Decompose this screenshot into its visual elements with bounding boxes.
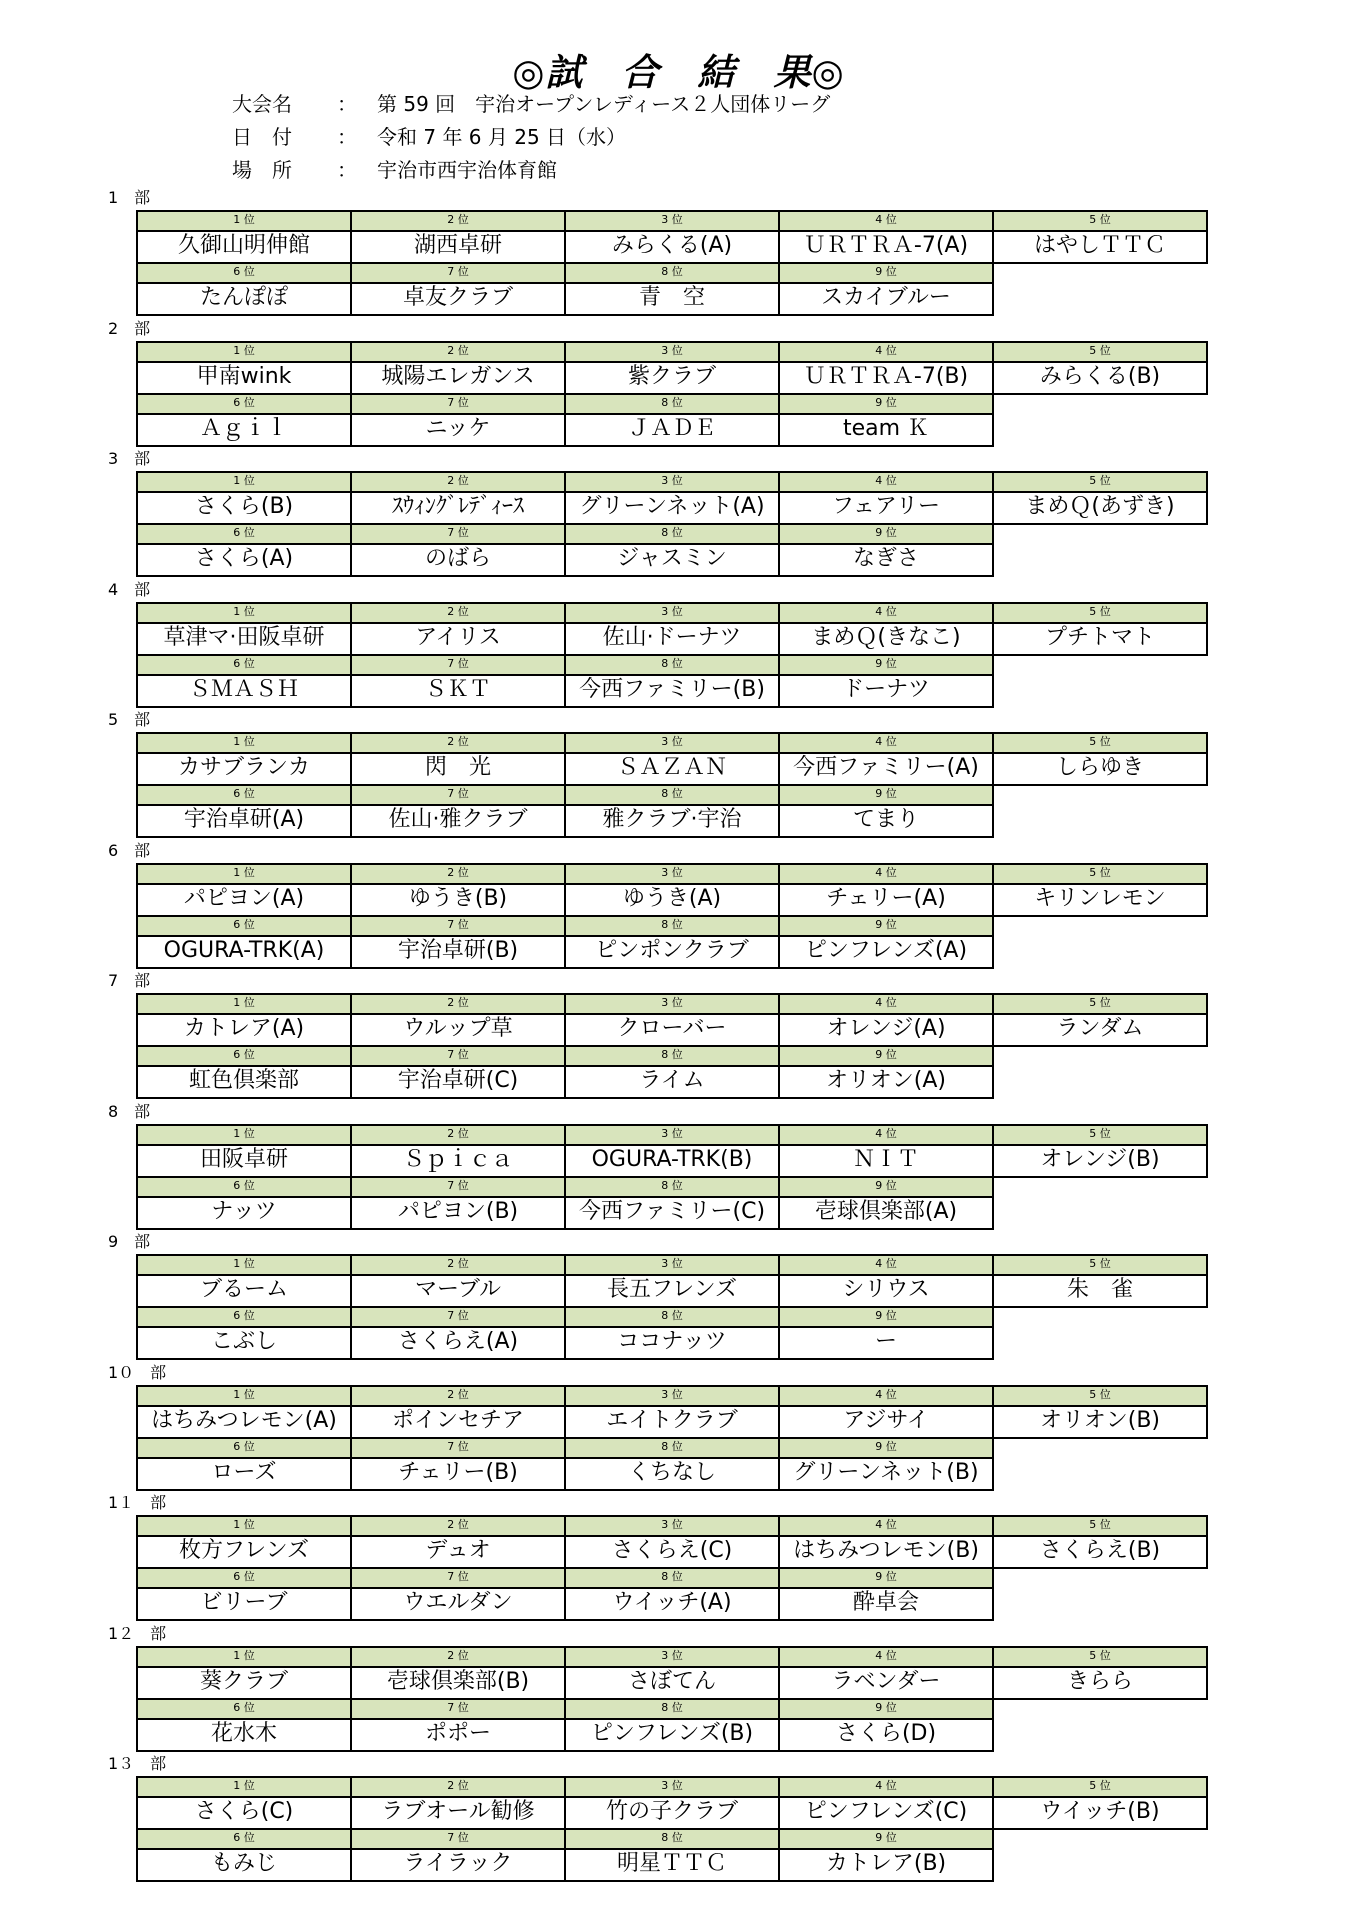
rank-header: 7 位 bbox=[350, 393, 566, 415]
team-cell: 葵クラブ bbox=[136, 1666, 352, 1700]
team-cell: 枚方フレンズ bbox=[136, 1535, 352, 1569]
division-label: 5 部 bbox=[108, 710, 151, 729]
team-cell: ココナッツ bbox=[564, 1326, 780, 1360]
team-cell: 久御山明伸館 bbox=[136, 230, 352, 264]
team-cell: みらくる(B) bbox=[992, 361, 1208, 395]
team-cell: 壱球倶楽部(B) bbox=[350, 1666, 566, 1700]
division-label: 1３ 部 bbox=[108, 1754, 167, 1773]
rank-header: 6 位 bbox=[136, 262, 352, 284]
team-cell: ｽｳｨﾝｸﾞﾚﾃﾞｨｰｽ bbox=[350, 491, 566, 525]
rank-header: 6 位 bbox=[136, 1176, 352, 1198]
division-label: 3 部 bbox=[108, 449, 151, 468]
rank-header: 7 位 bbox=[350, 784, 566, 806]
team-cell: ウイッチ(A) bbox=[564, 1587, 780, 1621]
team-cell: 甲南wink bbox=[136, 361, 352, 395]
team-cell: ブるーム bbox=[136, 1274, 352, 1308]
team-cell: さぼてん bbox=[564, 1666, 780, 1700]
team-cell: きらら bbox=[992, 1666, 1208, 1700]
team-cell: 卓友クラブ bbox=[350, 282, 566, 316]
rank-header: 6 位 bbox=[136, 1306, 352, 1328]
team-cell: マーブル bbox=[350, 1274, 566, 1308]
team-cell: てまり bbox=[778, 804, 994, 838]
rank-header: 8 位 bbox=[564, 393, 780, 415]
rank-header: 8 位 bbox=[564, 1045, 780, 1067]
rank-header: 4 位 bbox=[778, 210, 994, 232]
team-cell: 花水木 bbox=[136, 1718, 352, 1752]
rank-header: 3 位 bbox=[564, 471, 780, 493]
rank-header: 4 位 bbox=[778, 1385, 994, 1407]
rank-header: 6 位 bbox=[136, 1698, 352, 1720]
rank-header: 6 位 bbox=[136, 1045, 352, 1067]
rank-header: 4 位 bbox=[778, 471, 994, 493]
rank-header: 3 位 bbox=[564, 1515, 780, 1537]
division-label: 1 部 bbox=[108, 188, 151, 207]
rank-header: 6 位 bbox=[136, 523, 352, 545]
team-cell: ラブオール勧修 bbox=[350, 1796, 566, 1830]
rank-header: 9 位 bbox=[778, 1698, 994, 1720]
info-label: 大会名 bbox=[232, 92, 292, 116]
info-value: 第 59 回 宇治オープンレディース２人団体リーグ bbox=[377, 92, 831, 116]
page-title: ◎試 合 結 果◎ bbox=[512, 51, 845, 94]
rank-header: 9 位 bbox=[778, 1567, 994, 1589]
rank-header: 7 位 bbox=[350, 1567, 566, 1589]
rank-header: 9 位 bbox=[778, 1045, 994, 1067]
team-cell: Ａｇｉｌ bbox=[136, 413, 352, 447]
team-cell: シリウス bbox=[778, 1274, 994, 1308]
team-cell: ＳＡＺＡＮ bbox=[564, 752, 780, 786]
team-cell: 青 空 bbox=[564, 282, 780, 316]
rank-header: 1 位 bbox=[136, 471, 352, 493]
rank-header: 6 位 bbox=[136, 393, 352, 415]
date-row bbox=[232, 123, 626, 151]
team-cell: さくら(C) bbox=[136, 1796, 352, 1830]
team-cell: さくら(D) bbox=[778, 1718, 994, 1752]
rank-header: 8 位 bbox=[564, 1828, 780, 1850]
info-label: 場 所 bbox=[232, 158, 292, 182]
team-cell: ランダム bbox=[992, 1013, 1208, 1047]
rank-header: 2 位 bbox=[350, 471, 566, 493]
rank-header: 4 位 bbox=[778, 993, 994, 1015]
team-cell: 朱 雀 bbox=[992, 1274, 1208, 1308]
team-cell: 宇治卓研(B) bbox=[350, 935, 566, 969]
rank-header: 1 位 bbox=[136, 1254, 352, 1276]
rank-header: 1 位 bbox=[136, 602, 352, 624]
team-cell: オレンジ(A) bbox=[778, 1013, 994, 1047]
rank-header: 6 位 bbox=[136, 654, 352, 676]
rank-header: 7 位 bbox=[350, 262, 566, 284]
results-table bbox=[138, 1124, 1208, 1228]
team-cell: はちみつレモン(B) bbox=[778, 1535, 994, 1569]
results-table bbox=[138, 993, 1208, 1097]
team-cell: ウイッチ(B) bbox=[992, 1796, 1208, 1830]
rank-header: 3 位 bbox=[564, 1385, 780, 1407]
team-cell: 雅クラブ·宇治 bbox=[564, 804, 780, 838]
team-cell: クローバー bbox=[564, 1013, 780, 1047]
team-cell: ポポー bbox=[350, 1718, 566, 1752]
results-table bbox=[138, 1385, 1208, 1489]
rank-header: 8 位 bbox=[564, 523, 780, 545]
team-cell: 宇治卓研(A) bbox=[136, 804, 352, 838]
team-cell: 今西ファミリー(C) bbox=[564, 1196, 780, 1230]
team-cell: たんぽぽ bbox=[136, 282, 352, 316]
team-cell: デュオ bbox=[350, 1535, 566, 1569]
division-label: 6 部 bbox=[108, 841, 151, 860]
rank-header: 6 位 bbox=[136, 784, 352, 806]
rank-header: 6 位 bbox=[136, 1567, 352, 1589]
team-cell: ＵＲＴＲＡ-7(A) bbox=[778, 230, 994, 264]
team-cell: スカイブルー bbox=[778, 282, 994, 316]
team-cell: ピンポンクラブ bbox=[564, 935, 780, 969]
rank-header: 1 位 bbox=[136, 732, 352, 754]
team-cell: 竹の子クラブ bbox=[564, 1796, 780, 1830]
team-cell: 紫クラブ bbox=[564, 361, 780, 395]
team-cell: ドーナツ bbox=[778, 674, 994, 708]
team-cell: さくらえ(B) bbox=[992, 1535, 1208, 1569]
rank-header: 3 位 bbox=[564, 1646, 780, 1668]
team-cell: さくら(B) bbox=[136, 491, 352, 525]
team-cell: のばら bbox=[350, 543, 566, 577]
team-cell: オリオン(B) bbox=[992, 1405, 1208, 1439]
team-cell: ローズ bbox=[136, 1457, 352, 1491]
team-cell: カトレア(A) bbox=[136, 1013, 352, 1047]
rank-header: 8 位 bbox=[564, 1437, 780, 1459]
rank-header: 6 位 bbox=[136, 1828, 352, 1850]
rank-header: 9 位 bbox=[778, 1306, 994, 1328]
team-cell: オレンジ(B) bbox=[992, 1144, 1208, 1178]
rank-header: 8 位 bbox=[564, 654, 780, 676]
team-cell: しらゆき bbox=[992, 752, 1208, 786]
results-table bbox=[138, 1776, 1208, 1880]
team-cell: チェリー(B) bbox=[350, 1457, 566, 1491]
rank-header: 2 位 bbox=[350, 1646, 566, 1668]
rank-header: 3 位 bbox=[564, 1254, 780, 1276]
team-cell: もみじ bbox=[136, 1848, 352, 1882]
rank-header: 7 位 bbox=[350, 1437, 566, 1459]
rank-header: 1 位 bbox=[136, 1776, 352, 1798]
team-cell: 湖西卓研 bbox=[350, 230, 566, 264]
rank-header: 1 位 bbox=[136, 993, 352, 1015]
team-cell: なぎさ bbox=[778, 543, 994, 577]
rank-header: 3 位 bbox=[564, 993, 780, 1015]
team-cell: まめＱ(きなこ) bbox=[778, 622, 994, 656]
team-cell: グリーンネット(B) bbox=[778, 1457, 994, 1491]
rank-header: 5 位 bbox=[992, 993, 1208, 1015]
rank-header: 2 位 bbox=[350, 1385, 566, 1407]
team-cell: 佐山·ドーナツ bbox=[564, 622, 780, 656]
team-cell: ゆうき(B) bbox=[350, 883, 566, 917]
rank-header: 4 位 bbox=[778, 732, 994, 754]
team-cell: パピヨン(B) bbox=[350, 1196, 566, 1230]
rank-header: 5 位 bbox=[992, 602, 1208, 624]
rank-header: 9 位 bbox=[778, 523, 994, 545]
team-cell: オリオン(A) bbox=[778, 1065, 994, 1099]
team-cell: さくらえ(C) bbox=[564, 1535, 780, 1569]
rank-header: 5 位 bbox=[992, 1515, 1208, 1537]
team-cell: ニッケ bbox=[350, 413, 566, 447]
results-table bbox=[138, 1515, 1208, 1619]
team-cell: OGURA-TRK(B) bbox=[564, 1144, 780, 1178]
division-label: 1２ 部 bbox=[108, 1624, 167, 1643]
rank-header: 4 位 bbox=[778, 1124, 994, 1146]
team-cell: ライラック bbox=[350, 1848, 566, 1882]
team-cell: ウルップ草 bbox=[350, 1013, 566, 1047]
rank-header: 3 位 bbox=[564, 1776, 780, 1798]
results-table bbox=[138, 602, 1208, 706]
rank-header: 2 位 bbox=[350, 210, 566, 232]
rank-header: 1 位 bbox=[136, 1385, 352, 1407]
rank-header: 9 位 bbox=[778, 654, 994, 676]
rank-header: 9 位 bbox=[778, 262, 994, 284]
venue-row bbox=[232, 156, 557, 184]
rank-header: 1 位 bbox=[136, 1515, 352, 1537]
team-cell: ＮＩＴ bbox=[778, 1144, 994, 1178]
team-cell: カトレア(B) bbox=[778, 1848, 994, 1882]
team-cell: ポインセチア bbox=[350, 1405, 566, 1439]
team-cell: さくらえ(A) bbox=[350, 1326, 566, 1360]
rank-header: 1 位 bbox=[136, 1646, 352, 1668]
rank-header: 4 位 bbox=[778, 1646, 994, 1668]
rank-header: 8 位 bbox=[564, 1698, 780, 1720]
rank-header: 1 位 bbox=[136, 1124, 352, 1146]
info-separator: ： bbox=[337, 158, 357, 182]
rank-header: 7 位 bbox=[350, 523, 566, 545]
info-value: 令和 7 年 6 月 25 日（水） bbox=[377, 125, 627, 149]
team-cell: パピヨン(A) bbox=[136, 883, 352, 917]
team-cell: ピンフレンズ(A) bbox=[778, 935, 994, 969]
rank-header: 4 位 bbox=[778, 863, 994, 885]
info-separator: ： bbox=[337, 92, 357, 116]
team-cell: 宇治卓研(C) bbox=[350, 1065, 566, 1099]
team-cell: さくら(A) bbox=[136, 543, 352, 577]
tournament-name-row bbox=[232, 90, 830, 118]
team-cell: 城陽エレガンス bbox=[350, 361, 566, 395]
team-cell: はやしＴＴＣ bbox=[992, 230, 1208, 264]
rank-header: 5 位 bbox=[992, 1254, 1208, 1276]
rank-header: 9 位 bbox=[778, 1437, 994, 1459]
team-cell: 閃 光 bbox=[350, 752, 566, 786]
division-label: 2 部 bbox=[108, 319, 151, 338]
results-table bbox=[138, 471, 1208, 575]
rank-header: 2 位 bbox=[350, 1776, 566, 1798]
team-cell: ビリーブ bbox=[136, 1587, 352, 1621]
rank-header: 2 位 bbox=[350, 602, 566, 624]
rank-header: 2 位 bbox=[350, 1124, 566, 1146]
info-value: 宇治市西宇治体育館 bbox=[377, 158, 557, 182]
rank-header: 3 位 bbox=[564, 732, 780, 754]
team-cell: ピンフレンズ(C) bbox=[778, 1796, 994, 1830]
rank-header: 1 位 bbox=[136, 210, 352, 232]
rank-header: 7 位 bbox=[350, 1176, 566, 1198]
team-cell: チェリー(A) bbox=[778, 883, 994, 917]
rank-header: 3 位 bbox=[564, 1124, 780, 1146]
rank-header: 2 位 bbox=[350, 732, 566, 754]
division-label: 9 部 bbox=[108, 1232, 151, 1251]
rank-header: 6 位 bbox=[136, 915, 352, 937]
team-cell: グリーンネット(A) bbox=[564, 491, 780, 525]
rank-header: 2 位 bbox=[350, 863, 566, 885]
rank-header: 2 位 bbox=[350, 341, 566, 363]
team-cell: 壱球倶楽部(A) bbox=[778, 1196, 994, 1230]
team-cell: アイリス bbox=[350, 622, 566, 656]
rank-header: 9 位 bbox=[778, 393, 994, 415]
division-label: 1０ 部 bbox=[108, 1363, 167, 1382]
rank-header: 4 位 bbox=[778, 1254, 994, 1276]
rank-header: 3 位 bbox=[564, 863, 780, 885]
team-cell: 田阪卓研 bbox=[136, 1144, 352, 1178]
team-cell: 酔卓会 bbox=[778, 1587, 994, 1621]
rank-header: 2 位 bbox=[350, 993, 566, 1015]
rank-header: 7 位 bbox=[350, 1698, 566, 1720]
team-cell: ナッツ bbox=[136, 1196, 352, 1230]
rank-header: 5 位 bbox=[992, 1776, 1208, 1798]
rank-header: 3 位 bbox=[564, 210, 780, 232]
rank-header: 4 位 bbox=[778, 1515, 994, 1537]
results-table bbox=[138, 863, 1208, 967]
team-cell: ＳＫＴ bbox=[350, 674, 566, 708]
rank-header: 1 位 bbox=[136, 863, 352, 885]
team-cell: ＵＲＴＲＡ-7(B) bbox=[778, 361, 994, 395]
team-cell: OGURA-TRK(A) bbox=[136, 935, 352, 969]
team-cell: まめＱ(あずき) bbox=[992, 491, 1208, 525]
team-cell: こぶし bbox=[136, 1326, 352, 1360]
team-cell: ピンフレンズ(B) bbox=[564, 1718, 780, 1752]
rank-header: 9 位 bbox=[778, 1176, 994, 1198]
team-cell: ー bbox=[778, 1326, 994, 1360]
team-cell: はちみつレモン(A) bbox=[136, 1405, 352, 1439]
team-cell: ゆうき(A) bbox=[564, 883, 780, 917]
team-cell: エイトクラブ bbox=[564, 1405, 780, 1439]
results-table bbox=[138, 732, 1208, 836]
team-cell: 虹色倶楽部 bbox=[136, 1065, 352, 1099]
rank-header: 8 位 bbox=[564, 1306, 780, 1328]
rank-header: 5 位 bbox=[992, 1646, 1208, 1668]
team-cell: 今西ファミリー(A) bbox=[778, 752, 994, 786]
team-cell: 今西ファミリー(B) bbox=[564, 674, 780, 708]
rank-header: 8 位 bbox=[564, 262, 780, 284]
rank-header: 5 位 bbox=[992, 471, 1208, 493]
rank-header: 4 位 bbox=[778, 1776, 994, 1798]
team-cell: ジャスミン bbox=[564, 543, 780, 577]
rank-header: 5 位 bbox=[992, 210, 1208, 232]
team-cell: 明星ＴＴＣ bbox=[564, 1848, 780, 1882]
info-label: 日 付 bbox=[232, 125, 292, 149]
rank-header: 7 位 bbox=[350, 1045, 566, 1067]
team-cell: カサブランカ bbox=[136, 752, 352, 786]
rank-header: 7 位 bbox=[350, 1306, 566, 1328]
team-cell: ラベンダー bbox=[778, 1666, 994, 1700]
results-table bbox=[138, 1254, 1208, 1358]
rank-header: 7 位 bbox=[350, 654, 566, 676]
rank-header: 3 位 bbox=[564, 602, 780, 624]
division-label: 7 部 bbox=[108, 971, 151, 990]
rank-header: 9 位 bbox=[778, 915, 994, 937]
team-cell: プチトマト bbox=[992, 622, 1208, 656]
division-label: 1１ 部 bbox=[108, 1493, 167, 1512]
results-table bbox=[138, 1646, 1208, 1750]
rank-header: 6 位 bbox=[136, 1437, 352, 1459]
team-cell: みらくる(A) bbox=[564, 230, 780, 264]
team-cell: 長五フレンズ bbox=[564, 1274, 780, 1308]
rank-header: 4 位 bbox=[778, 602, 994, 624]
rank-header: 8 位 bbox=[564, 915, 780, 937]
team-cell: アジサイ bbox=[778, 1405, 994, 1439]
rank-header: 5 位 bbox=[992, 1385, 1208, 1407]
team-cell: ライム bbox=[564, 1065, 780, 1099]
rank-header: 1 位 bbox=[136, 341, 352, 363]
info-separator: ： bbox=[337, 125, 357, 149]
rank-header: 7 位 bbox=[350, 1828, 566, 1850]
rank-header: 9 位 bbox=[778, 784, 994, 806]
rank-header: 5 位 bbox=[992, 732, 1208, 754]
team-cell: Ｓｐｉｃａ bbox=[350, 1144, 566, 1178]
results-table bbox=[138, 210, 1208, 314]
team-cell: ＪＡＤＥ bbox=[564, 413, 780, 447]
team-cell: キリンレモン bbox=[992, 883, 1208, 917]
rank-header: 5 位 bbox=[992, 1124, 1208, 1146]
team-cell: 草津マ·田阪卓研 bbox=[136, 622, 352, 656]
team-cell: 佐山·雅クラブ bbox=[350, 804, 566, 838]
rank-header: 5 位 bbox=[992, 341, 1208, 363]
rank-header: 8 位 bbox=[564, 784, 780, 806]
team-cell: team Ｋ bbox=[778, 413, 994, 447]
team-cell: くちなし bbox=[564, 1457, 780, 1491]
rank-header: 9 位 bbox=[778, 1828, 994, 1850]
rank-header: 7 位 bbox=[350, 915, 566, 937]
rank-header: 8 位 bbox=[564, 1176, 780, 1198]
division-label: 8 部 bbox=[108, 1102, 151, 1121]
results-table bbox=[138, 341, 1208, 445]
team-cell: ウエルダン bbox=[350, 1587, 566, 1621]
rank-header: 8 位 bbox=[564, 1567, 780, 1589]
rank-header: 4 位 bbox=[778, 341, 994, 363]
team-cell: フェアリー bbox=[778, 491, 994, 525]
division-label: 4 部 bbox=[108, 580, 151, 599]
rank-header: 3 位 bbox=[564, 341, 780, 363]
rank-header: 5 位 bbox=[992, 863, 1208, 885]
rank-header: 2 位 bbox=[350, 1515, 566, 1537]
rank-header: 2 位 bbox=[350, 1254, 566, 1276]
team-cell: ＳＭＡＳＨ bbox=[136, 674, 352, 708]
